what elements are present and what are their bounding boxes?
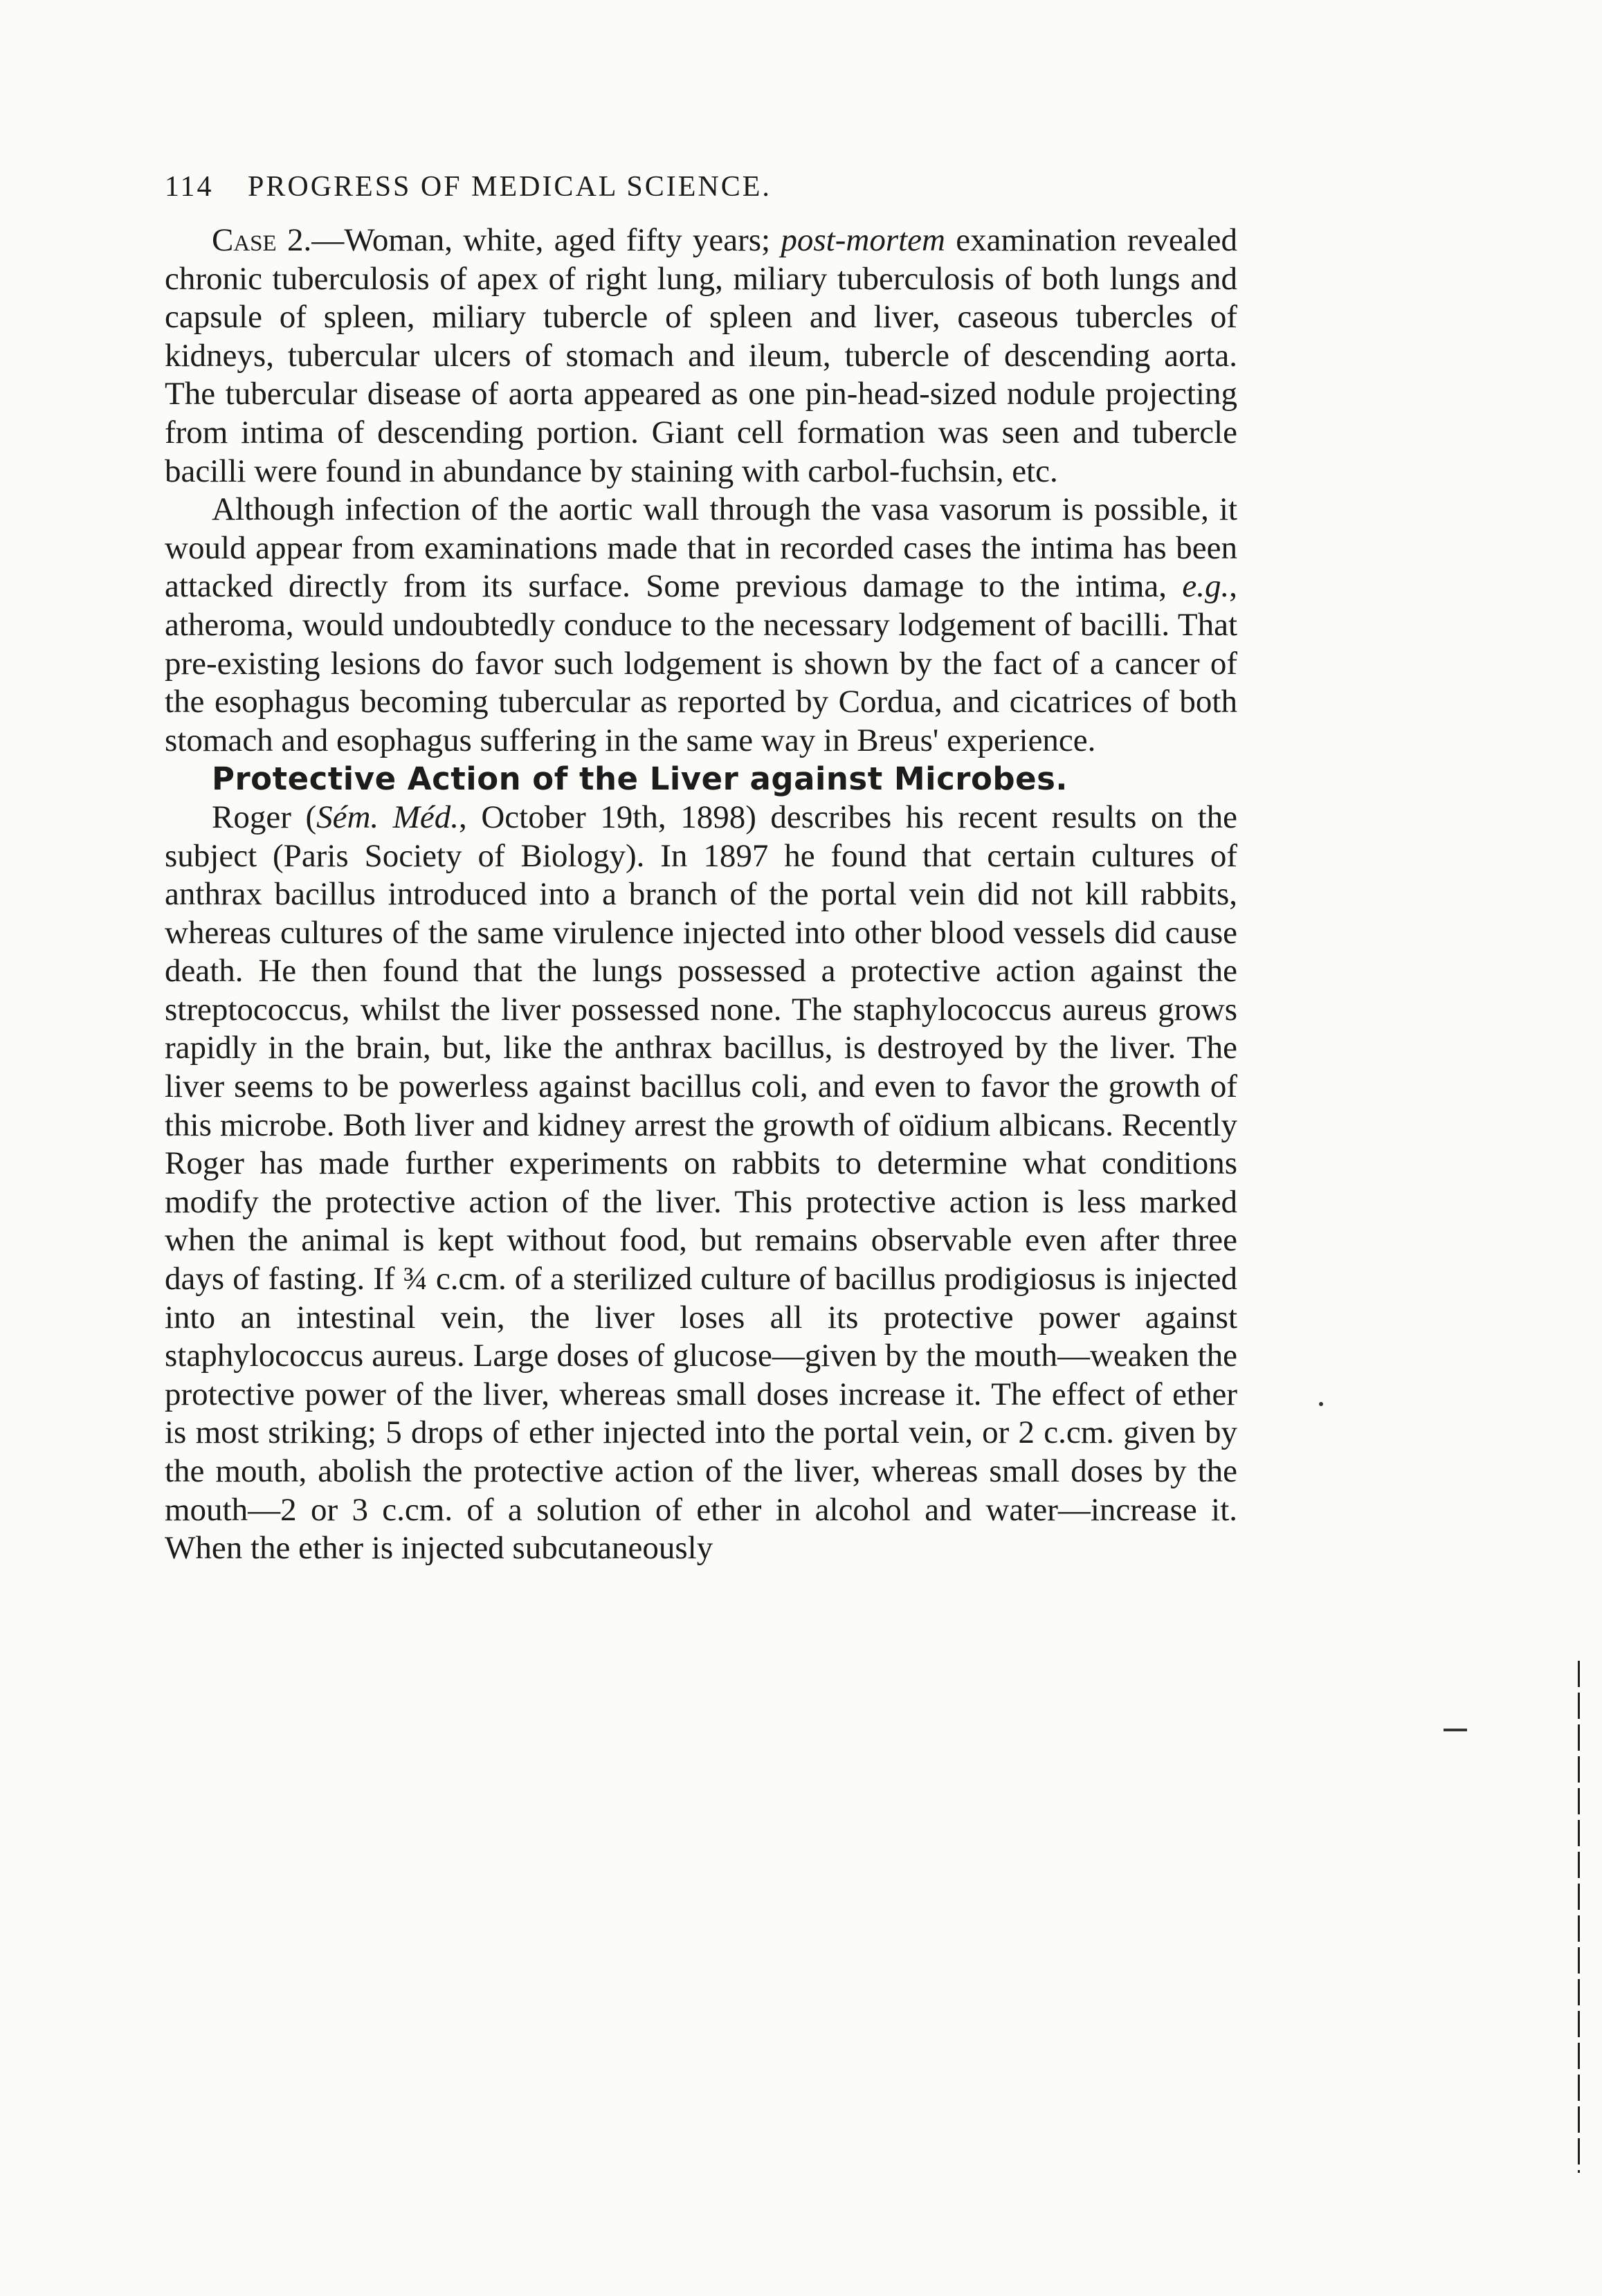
margin-dot: [1319, 1402, 1323, 1406]
case-text-b: examination revealed chronic tuberculosis of apex of right lung, miliary tuberculosis of both lungs and capsule of spleen, miliary tubercle of spleen and liver, caseous tubercles of kidneys, tubercular ulcers of stomach and ileum, tubercle of descending aorta. The tubercular disease of aorta appeared as one pin-head-sized nodule projecting from intima of descending portion. Giant cell formation was seen and tubercle bacilli were found in abundance by staining with carbol-fuchsin, etc.: [165, 222, 1237, 489]
margin-line: [1578, 1661, 1580, 2173]
although-text-b: , atheroma, would undoubtedly conduce to the necessary lodgement of bacilli. That pre-existing lesions do favor such lodgement is shown by the fact of a cancer of the esophagus becoming tubercular as reported by Cordua, and cicatrices of both stomach and esophagus suffering in the same way in Breus' experience.: [165, 568, 1237, 758]
roger-text-b: , October 19th, 1898) describes his recent results on the subject (Paris Society of Biology). In 1897 he found that certain cultures of anthrax bacillus introduced into a branch of the portal vein did not kill rabbits, whereas cultures of the same virulence injected into other blood vessels did cause death. He then found that the lungs possessed a protective action against the streptococcus, whilst the liver possessed none. The staphylococcus aureus grows rapidly in the brain, but, like the anthrax bacillus, is destroyed by the liver. The liver seems to be powerless against bacillus coli, and even to favor the growth of this microbe. Both liver and kidney arrest the growth of oïdium albicans. Recently Roger has made further experiments on rabbits to determine what conditions modify the protective action of the liver. This protective action is less marked when the animal is kept without food, but remains observable even after three days of fasting. If ¾ c.cm. of a sterilized culture of bacillus prodigiosus is injected into an intestinal vein, the liver loses all its protective power against staphylococcus aureus. Large doses of glucose—given by the mouth—weaken the protective power of the liver, whereas small doses increase it. The effect of ether is most striking; 5 drops of ether injected into the portal vein, or 2 c.cm. given by the mouth, abolish the protective action of the liver, whereas small doses by the mouth—2 or 3 c.cm. of a solution of ether in alcohol and water—increase it. When the ether is injected subcutaneously: [165, 799, 1237, 1567]
journal-italic: Sém. Méd.: [316, 799, 459, 835]
roger-paragraph: [165, 799, 1237, 1568]
eg-italic: e.g.: [1182, 568, 1230, 605]
page-number: 114: [165, 171, 214, 203]
section-heading: Protective Action of the Liver against Microbes.: [212, 760, 1068, 798]
although-paragraph: [165, 491, 1237, 760]
post-mortem-italic: post-mortem: [781, 222, 945, 258]
roger-text-a: Roger (: [212, 799, 317, 835]
case-text-a: —Woman, white, aged fifty years;: [311, 222, 781, 258]
case-label: Case 2.: [212, 222, 312, 258]
running-title: PROGRESS OF MEDICAL SCIENCE.: [248, 171, 772, 203]
body-text: [165, 221, 1237, 1568]
running-head: [165, 170, 1272, 203]
although-text-a: Although infection of the aortic wall through the vasa vasorum is possible, it would appear from examinations made that in recorded cases the intima has been attacked directly from its surface. Some previous damage to the intima,: [165, 491, 1237, 605]
case-2-paragraph: [165, 221, 1237, 491]
margin-dash: [1444, 1729, 1467, 1731]
